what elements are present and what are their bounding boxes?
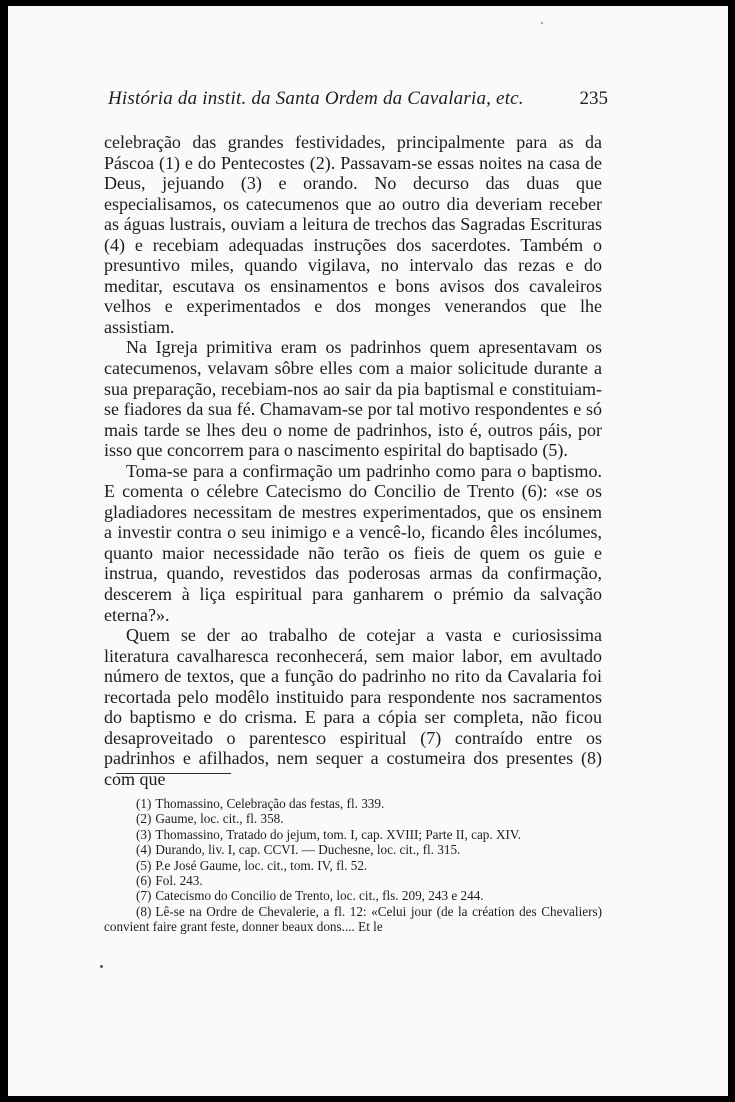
footnote-number: (7) <box>136 888 152 904</box>
footnote-number: (2) <box>136 811 152 827</box>
footnote-6 <box>104 873 602 888</box>
footnote-1 <box>104 796 602 811</box>
scan-speck <box>541 22 543 24</box>
footnote-7 <box>104 888 602 903</box>
footnote-separator <box>116 773 231 774</box>
footnote-3 <box>104 827 602 842</box>
footnote-2 <box>104 811 602 826</box>
book-page <box>8 6 728 1096</box>
scan-speck <box>100 965 103 968</box>
footnote-8 <box>104 904 602 935</box>
page-number: 235 <box>579 88 608 109</box>
paragraph-3: Toma-se para a confirmação um padrinho como para o baptismo. E comenta o célebre Catecismo do Concilio de Trento (6): «se os gladiadores necessitam de mestres experimentados, que os ensinem a investir contra o seu inimigo e a vencê-lo, ficando êles incólumes, quanto maior necessidade não terão os fieis de quem os guie e instrua, quando, revestidos das poderosas armas da confirmação, descerem à liça espiritual para ganharem o prémio da salvação eterna?». <box>104 460 602 625</box>
footnote-number: (1) <box>136 796 152 811</box>
footnote-text: P.e José Gaume, loc. cit., tom. IV, fl. 52. <box>155 857 368 873</box>
footnote-4 <box>104 842 602 857</box>
footnote-number: (4) <box>136 842 152 858</box>
footnote-number: (3) <box>136 826 152 842</box>
footnote-text: Lê-se na Ordre de Chevalerie, a fl. 12: «Celui jour (de la création des Chevaliers) convient faire grant feste, donner beaux dons.... Et le <box>104 903 602 935</box>
footnote-number: (6) <box>136 873 152 889</box>
paragraph-4: Quem se der ao trabalho de cotejar a vasta e curiosissima literatura cavalharesca reconhecerá, sem maior labor, em avultado número de textos, que a função do padrinho no rito da Cavalaria foi recortada pelo modêlo instituido para respondente nos sacramentos do baptismo e do crisma. E para a cópia ser completa, não ficou desaproveitado o parentesco espiritual (7) contraído entre os padrinhos e afilhados, nem sequer a costumeira dos presentes (8) com que <box>104 625 602 789</box>
body-text <box>104 132 602 790</box>
footnote-text: Fol. 243. <box>155 873 203 889</box>
footnote-5 <box>104 858 602 873</box>
paragraph-1: celebração das grandes festividades, principalmente para as da Páscoa (1) e do Pentecostes (2). Passavam-se essas noites na casa de Deus, jejuando (3) e orando. No decurso das duas que especialisamos, os catecumenos que ao outro dia deveriam receber as águas lustrais, ouviam a leitura de trechos das Sagradas Escrituras (4) e recebiam adequadas instruções dos sacerdotes. Também o presuntivo miles, quando vigilava, no intervalo das rezas e do meditar, escutava os ensinamentos e bons avisos dos cavaleiros velhos e experimentados e dos monges venerandos que lhe assistiam. <box>104 132 602 337</box>
footnote-text: Catecismo do Concilio de Trento, loc. cit., fls. 209, 243 e 244. <box>155 888 484 904</box>
footnote-number: (5) <box>136 857 152 873</box>
footnotes <box>104 796 602 935</box>
footnote-number: (8) <box>136 903 152 919</box>
running-title: História da instit. da Santa Ordem da Cavalaria, etc. <box>108 88 524 109</box>
running-header <box>108 88 608 114</box>
footnote-text: Durando, liv. I, cap. CCVI. — Duchesne, loc. cit., fl. 315. <box>155 842 461 858</box>
footnote-text: Gaume, loc. cit., fl. 358. <box>155 811 284 827</box>
footnote-text: Thomassino, Celebração das festas, fl. 339. <box>155 796 385 811</box>
paragraph-2: Na Igreja primitiva eram os padrinhos quem apresentavam os catecumenos, velavam sôbre elles com a maior solicitude durante a sua preparação, recebiam-nos ao sair da pia baptismal e constituiam-se fiadores da sua fé. Chamavam-se por tal motivo respondentes e só mais tarde se lhes deu o nome de padrinhos, isto é, outros páis, por isso que concorrem para o nascimento espirital do baptisado (5). <box>104 337 602 461</box>
footnote-text: Thomassino, Tratado do jejum, tom. I, cap. XVIII; Parte II, cap. XIV. <box>155 826 522 842</box>
